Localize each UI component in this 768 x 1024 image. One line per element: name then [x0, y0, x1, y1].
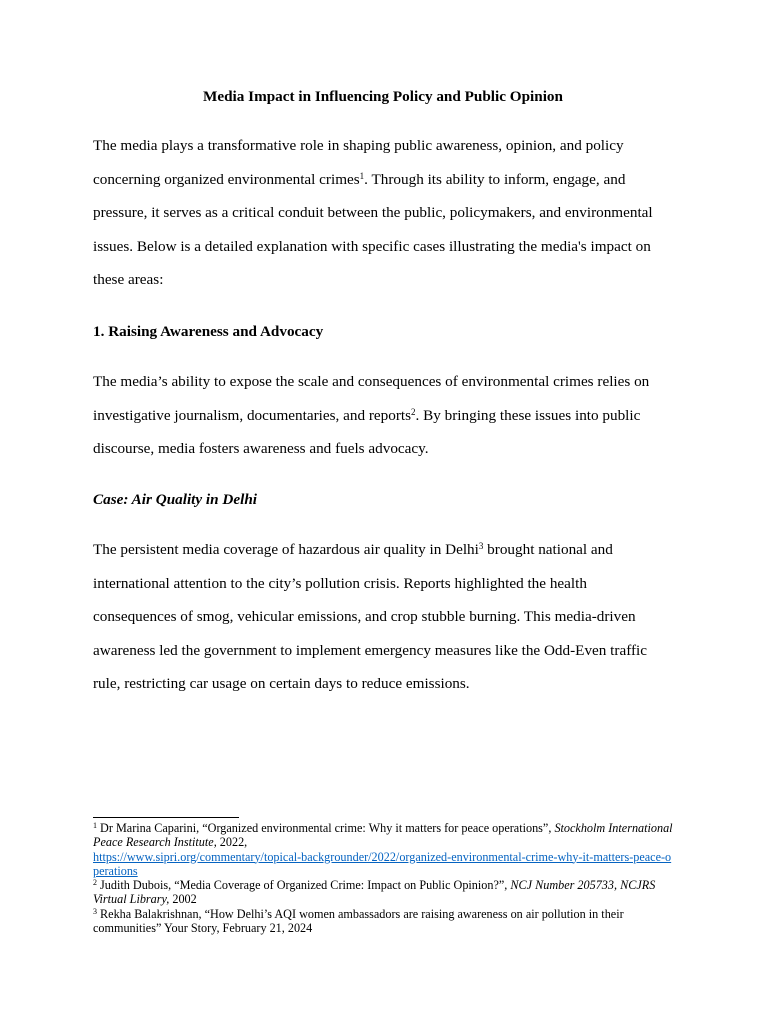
intro-text-a: The media plays a transformative role in shaping public awareness, opinion, and policy concerning organized environmental crimes [93, 137, 624, 188]
footnote-source: NCJ Number 205733, NCJRS Virtual Library, [93, 878, 656, 907]
intro-text-b: . Through its ability to inform, engage, and pressure, it serves as a critical conduit between the public, policymakers, and environmental issues. Below is a detailed explanation with specific cases illustrating the media's impact on these areas: [93, 170, 653, 289]
footnote-number: 2 [93, 878, 97, 888]
footnote-year: 2022, [216, 835, 248, 850]
footnote-separator [93, 817, 239, 818]
footnote-text: Rekha Balakrishnan, “How Delhi’s AQI women ambassadors are raising awareness on air pollution in their communities” Your Story, February 21, 2024 [93, 906, 624, 936]
case-text-a: The persistent media coverage of hazardous air quality in Delhi [93, 541, 479, 558]
footnote-text: Dr Marina Caparini, “Organized environmental crime: Why it matters for peace operations”, [97, 821, 555, 835]
footnote-1 [93, 821, 673, 878]
footnote-number: 3 [93, 906, 97, 916]
case-text-b: brought national and international attention to the city’s pollution crisis. Reports highlighted the health consequences of smog, vehicular emissions, and crop stubble burning. This media-driven awareness led the government to implement emergency measures like the Odd-Even traffic rule, restricting car usage on certain days to reduce emissions. [93, 541, 648, 693]
intro-paragraph [93, 129, 673, 297]
section-heading-awareness: 1. Raising Awareness and Advocacy [93, 323, 324, 340]
case-heading-delhi: Case: Air Quality in Delhi [93, 491, 257, 508]
footnote-link[interactable]: https://www.sipri.org/commentary/topical-backgrounder/2022/organized-environmental-crime-why-it-matters-peace-operations [93, 849, 672, 878]
footnote-number: 1 [93, 821, 97, 830]
awareness-text-b: . By bringing these issues into public discourse, media fosters awareness and fuels advocacy. [93, 406, 641, 458]
footnote-text: Judith Dubois, “Media Coverage of Organized Crime: Impact on Public Opinion?”, [97, 878, 511, 893]
case-paragraph [93, 533, 673, 701]
footnotes-section [93, 821, 673, 935]
footnote-2 [93, 878, 673, 907]
footnote-ref-1[interactable]: 1 [359, 170, 365, 181]
footnote-ref-2[interactable]: 2 [411, 406, 416, 417]
document-title: Media Impact in Influencing Policy and Public Opinion [203, 88, 563, 105]
awareness-text-a: The media’s ability to expose the scale and consequences of environmental crimes relies on investigative journalism, documentaries, and reports [93, 373, 650, 424]
awareness-paragraph [93, 365, 673, 466]
footnote-ref-3[interactable]: 3 [478, 541, 484, 551]
footnote-3 [93, 907, 673, 936]
footnote-source: Stockholm International Peace Research Institute, [93, 821, 673, 850]
footnote-year: 2002 [169, 892, 197, 907]
